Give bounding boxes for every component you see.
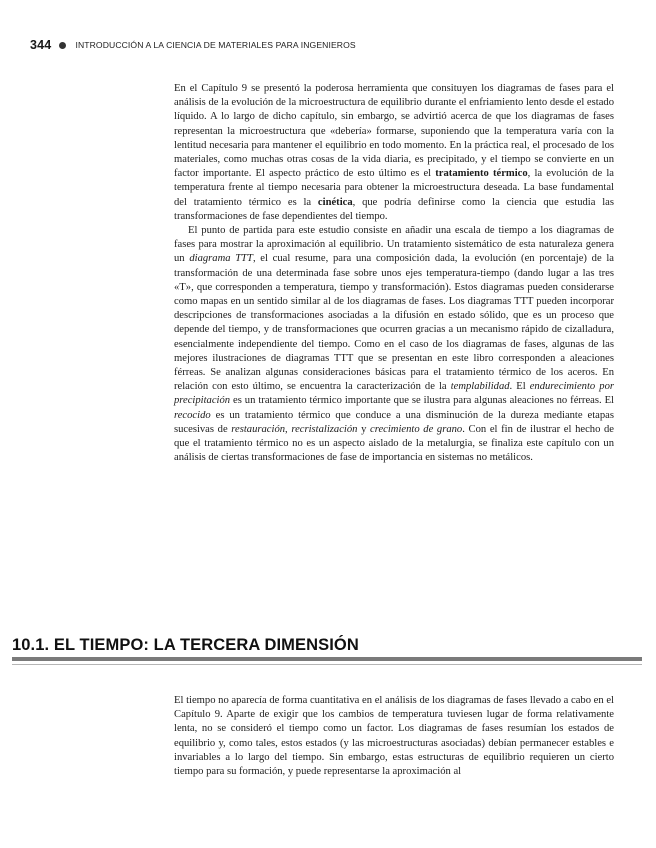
intro-p2-text-1: El punto de partida para este estudio consiste en añadir una escala de tiempo a los diagramas de fases para mostrar la aproximación al equilibrio. Un tratamiento sistemático de esta naturaleza genera un [174,225,614,265]
page-number: 344 [30,38,52,52]
intro-paragraph-1 [174,82,614,224]
intro-p2-text-6: , [285,423,292,435]
intro-p2-text-4: es un tratamiento térmico importante que se ilustra para algunas aleaciones no férreas. El [230,395,614,407]
intro-p2-text-3: . El [509,381,530,393]
term-recristalizacion: recristalización [291,423,358,435]
running-head: INTRODUCCIÓN A LA CIENCIA DE MATERIALES PARA INGENIEROS [75,40,356,50]
bullet-icon [59,42,66,49]
page-header [30,38,356,52]
term-tratamiento-termico: tratamiento térmico [435,168,528,180]
intro-p2-text-5: es un tratamiento térmico que conduce a una disminución de la dureza mediante etapas sucesivas de [174,409,614,435]
term-diagrama-ttt: diagrama TTT [189,253,253,265]
intro-p2-text-8: . Con el fin de ilustrar el hecho de que el tratamiento térmico no es un aspecto aislado de la metalurgia, se finaliza este capítulo con un análisis de ciertas transformaciones de fase de importancia en sistemas no metálicos. [174,423,615,464]
intro-p1-text-1: En el Capítulo 9 se presentó la poderosa herramienta que consituyen los diagramas de fases para el análisis de la evolución de la microestructura de equilibrio durante el enfriamiento lento desde el estado líquido. A lo largo de dicho capítulo, sin embargo, se advirtió acerca de que los diagramas de fases representan la microestructura que «debería» formarse, suponiendo que la temperatura varía con la lentitud necesaria para mantener el equilibrio en todo momento. En la práctica real, el procesado de los materiales, como muchas otras cosas de la vida diaria, es precipitado, y el tiempo se convierte en un factor importante. El aspecto práctico de esto último es el [174,83,614,180]
section-rule-thin [12,664,642,665]
term-restauracion: restauración [231,423,286,435]
intro-p2-text-7: y [357,423,371,435]
intro-p1-text-3: , que podría definirse como la ciencia que estudia las transformaciones de fase dependientes del tiempo. [174,196,614,222]
term-crecimiento-de-grano: crecimiento de grano [370,423,463,435]
section-paragraph-1: El tiempo no aparecía de forma cuantitativa en el análisis de los diagramas de fases llevado a cabo en el Capítulo 9. Aparte de exigir que los cambios de temperatura tuviesen lugar de forma relativamente lenta, no se consideró el tiempo como un factor. Los diagramas de fases resumían los estados de equilibrio y, como tales, estos estados (y las microestructuras asociadas) debían permanecer estables e invariables a lo largo del tiempo. Sin embargo, estas estructuras de equilibrio requieren un cierto tiempo para su formación, y puede representarse la aproximación al [174,695,614,778]
intro-paragraph-2 [174,224,614,465]
term-templabilidad: templabilidad [450,381,510,393]
section-rule [12,657,642,661]
intro-p2-text-2: , el cual resume, para una composición dada, la evolución (en porcentaje) de la transformación de una determinada fase sobre unos ejes temperatura-tiempo (dando lugar a las tres «T», que corresponden a temperatura, tiempo y transformación). Estos diagramas pueden considerarse como mapas en un sentido similar al de los diagramas de fases. Los diagramas TTT pueden incorporar descripciones de transformaciones asociadas a la difusión en estado sólido, que es un proceso que depende del tiempo, y de transformaciones que ocurren gracias a un mecanismo rápido de cizalladura, esencialmente independiente del tiempo. Como en el caso de los diagramas de fases, algunas de las mejores ilustraciones de diagramas TTT que se presentan en este libro corresponden a aleaciones férreas. Se analizan algunas consideraciones básicas para el tratamiento térmico de los aceros. En relación con esto último, se encuentra la caracterización de la [174,253,615,393]
section-heading: 10.1. EL TIEMPO: LA TERCERA DIMENSIÓN [12,636,359,654]
term-recocido: recocido [174,409,211,421]
intro-text [174,82,614,465]
intro-p1-text-2: , la evolución de la temperatura frente al tiempo necesaria para obtener la microestructura deseada. La base fundamental del tratamiento térmico es la [174,168,614,208]
term-cinetica: cinética [317,196,353,208]
term-endurecimiento: endurecimiento por precipitación [174,381,614,407]
section-text [174,694,614,779]
